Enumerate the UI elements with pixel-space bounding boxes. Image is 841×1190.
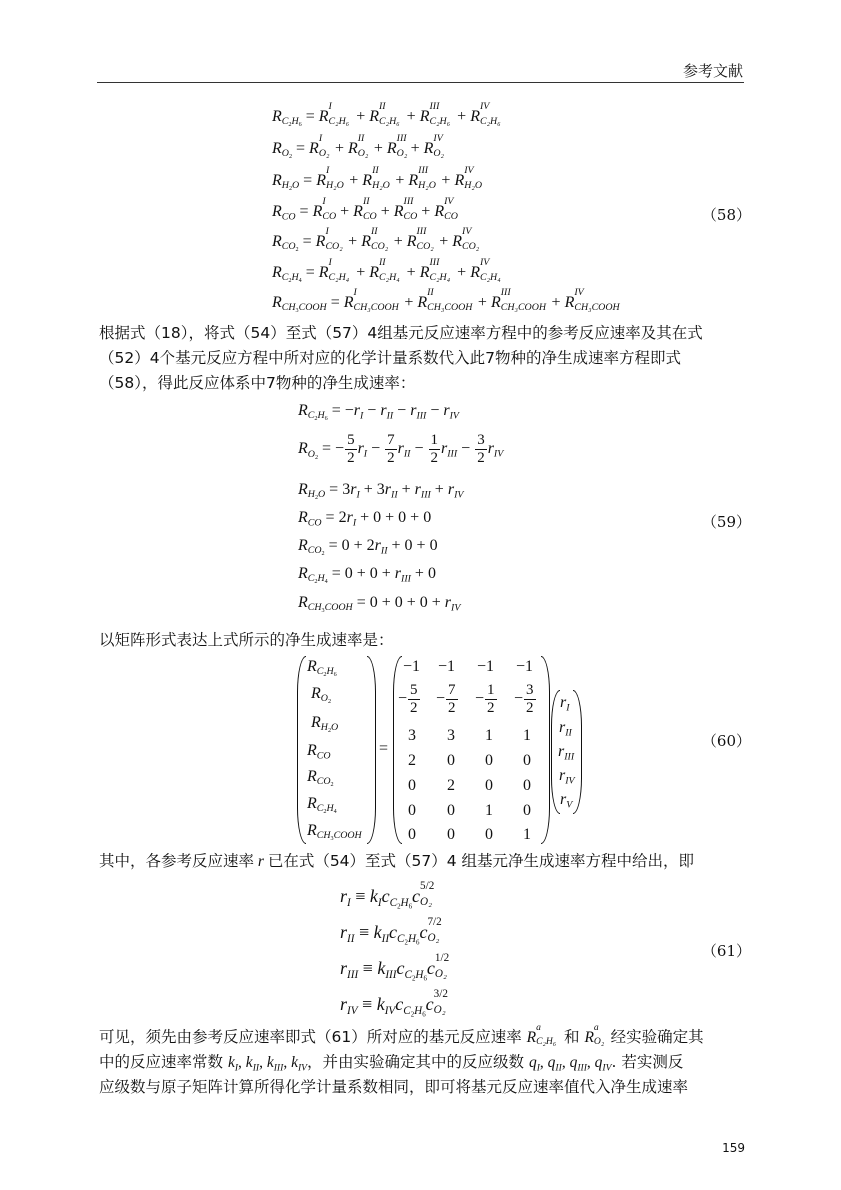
right-paren-matrix bbox=[541, 656, 550, 844]
matrix-cell: 1 bbox=[523, 826, 531, 843]
para4-line-3: 应级数与原子矩阵计算所得化学计量系数相同，即可将基元反应速率值代入净生成速率 bbox=[99, 1078, 689, 1096]
matrix-cell: 2 bbox=[408, 752, 416, 769]
eq58-row-c2h4: $R_{C_2H_4} = R$ I C₂H₄ + R II C₂H₄ + R III C₂H₄ + R IV C₂H₄ bbox=[272, 257, 501, 285]
eq59-row-c2h4: $R_{C_2H_4} = 0 + 0 + r_{III} + 0$ bbox=[298, 565, 436, 586]
eq61-row-iii: $r_{III} \equiv k_{III}c_{C_2H_6}c$ 1/2 O₂ bbox=[340, 952, 450, 983]
eq59-row-co2: $R_{CO_2} = 0 + 2r_{II} + 0 + 0$ bbox=[298, 537, 438, 558]
vec-r-o2: $R_{O_2}$ bbox=[311, 685, 332, 706]
eq58-row-co2: $R_{CO_2} = R$ I CO₂ + R II CO₂ + R III CO₂ + R IV CO₂ bbox=[272, 226, 480, 254]
page-number: 159 bbox=[722, 1141, 745, 1155]
right-paren-vector bbox=[367, 656, 376, 844]
matrix-cell: 0 bbox=[523, 752, 531, 769]
eq59-row-h2o: $R_{H_2O} = 3r_I + 3r_{II} + r_{III} + r_{IV}$ bbox=[298, 481, 464, 502]
matrix-cell: 1 bbox=[523, 727, 531, 744]
matrix-cell: 0 bbox=[408, 777, 416, 794]
paragraph-1 bbox=[99, 321, 749, 396]
paragraph-4: 可见，须先由参考反应速率即式（61）所对应的基元反应速率 R a C₂H₆ 和 R a O₂ 经实验确定其 中的反应速率常数 $k_I$, $k_{II}$, $k_{III}$, $k_{IV}$，并由实验确定其中的反应级数 $q_I$, $q_{II}$, $q_{III}$, $q_{IV}$. 若实测反 应级数与原子矩阵计算所得化学计量系数相同，即可将基元反应速率值代入净生成速率 bbox=[99, 1025, 749, 1100]
matrix-cell: −1 bbox=[403, 658, 421, 675]
vec-r-c2h6: $R_{C_2H_6}$ bbox=[307, 658, 337, 679]
eq61-row-iv: $r_{IV} \equiv k_{IV}c_{C_2H_6}c$ 3/2 O₂ bbox=[340, 988, 448, 1019]
vec-r-c2h4: $R_{C_2H_4}$ bbox=[307, 795, 337, 816]
matrix-cell: 1 bbox=[485, 802, 493, 819]
para4-l1b: 和 bbox=[564, 1028, 580, 1046]
para4-l1a: 可见，须先由参考反应速率即式（61）所对应的基元反应速率 bbox=[99, 1028, 522, 1046]
right-paren-rates bbox=[573, 690, 582, 814]
matrix-cell: 0 bbox=[523, 802, 531, 819]
rate-r-ii: $r_{II}$ bbox=[559, 719, 572, 739]
para3-start: 其中，各参考反应速率 bbox=[99, 852, 255, 870]
matrix-cell: −1 bbox=[438, 658, 456, 675]
para1-line-2: （52）4个基元反应方程中所对应的化学计量系数代入此7物种的净生成速率方程即式 bbox=[99, 349, 681, 367]
matrix-cell: 0 bbox=[447, 752, 455, 769]
para2-line: 以矩阵形式表达上式所示的净生成速率是： bbox=[99, 631, 394, 649]
matrix-cell-frac: − $\frac{1}{2}$ bbox=[475, 682, 495, 716]
vec-r-co2: $R_{CO_2}$ bbox=[307, 768, 334, 789]
matrix-cell-frac: − $\frac{3}{2}$ bbox=[514, 682, 534, 716]
para4-l2c: . 若实测反 bbox=[611, 1053, 684, 1071]
matrix-cell-frac: − $\frac{5}{2}$ bbox=[398, 682, 418, 716]
matrix-cell: −1 bbox=[516, 658, 534, 675]
para4-l2b: ，并由实验确定其中的反应级数 bbox=[307, 1053, 525, 1071]
matrix-cell: 0 bbox=[485, 777, 493, 794]
left-paren-vector bbox=[297, 656, 306, 844]
matrix-cell: 0 bbox=[523, 777, 531, 794]
eq59-number: （59） bbox=[701, 513, 751, 531]
para4-l1c: 经实验确定其 bbox=[610, 1028, 704, 1046]
vec-r-co: $R_{CO}$ bbox=[307, 742, 331, 762]
eq58-row-c2h6: $R_{C_2H_6} = R$ I C₂H₆ + R II C₂H₆ + R III C₂H₆ + R IV C₂H₆ bbox=[272, 101, 501, 129]
matrix-cell: 0 bbox=[447, 826, 455, 843]
eq61-row-i: $r_I \equiv k_Ic_{C_2H_6}c$ 5/2 O₂ bbox=[340, 880, 435, 911]
equals-sign: = bbox=[379, 740, 389, 757]
eq59-row-co: $R_{CO} = 2r_I + 0 + 0 + 0$ bbox=[298, 509, 432, 529]
eq59-row-c2h6: $R_{C_2H_6} = -r_I - r_{II} - r_{III} - r_{IV}$ bbox=[298, 402, 459, 423]
matrix-cell: 3 bbox=[408, 727, 416, 744]
paragraph-2 bbox=[99, 628, 749, 653]
para1-line-3: （58），得此反应体系中7物种的净生成速率： bbox=[99, 374, 416, 392]
matrix-cell-frac: − $\frac{7}{2}$ bbox=[436, 682, 456, 716]
paragraph-3: 其中，各参考反应速率 r 已在式（54）至式（57）4 组基元净生成速率方程中给出，即 bbox=[99, 852, 695, 870]
matrix-cell: 0 bbox=[485, 752, 493, 769]
eq58-row-ch3cooh: $R_{CH_3COOH} = R$ I CH₃COOH + R II CH₃COOH + R III CH₃COOH + R IV CH₃COOH bbox=[272, 287, 620, 315]
rate-r-i: $r_I$ bbox=[560, 694, 570, 714]
para1-line-1: 根据式（18），将式（54）至式（57）4组基元反应速率方程中的参考反应速率及其在式 bbox=[99, 324, 703, 342]
header-rule bbox=[97, 82, 744, 83]
eq61-number: （61） bbox=[701, 942, 751, 960]
para4-l2a: 中的反应速率常数 bbox=[99, 1053, 224, 1071]
matrix-cell: 1 bbox=[485, 727, 493, 744]
eq58-row-co: $R_{CO} = R$ I CO + R II CO + R III CO + R IV CO bbox=[272, 196, 458, 223]
equation-60 bbox=[297, 652, 597, 846]
vec-r-ch3cooh: $R_{CH_3COOH}$ bbox=[307, 822, 362, 843]
eq60-number: （60） bbox=[701, 732, 751, 750]
matrix-cell: 0 bbox=[408, 802, 416, 819]
eq61-row-ii: $r_{II} \equiv k_{II}c_{C_2H_6}c$ 7/2 O₂ bbox=[340, 916, 442, 947]
eq58-row-h2o: $R_{H_2O} = R$ I H₂O + R II H₂O + R III H₂O + R IV H₂O bbox=[272, 165, 482, 193]
matrix-cell: −1 bbox=[477, 658, 495, 675]
matrix-cell: 0 bbox=[408, 826, 416, 843]
rate-r-iii: $r_{III}$ bbox=[558, 743, 575, 763]
eq59-row-o2: $R_{O_2}$ = − $\frac{5}{2}$ $r_I$ − $\frac{7}{2}$ $r_{II}$ − $\frac{1}{2}$ $r_{III}$ − $\frac{3}{2}$ $r_{IV}$ bbox=[298, 432, 504, 466]
running-header: 参考文献 bbox=[682, 62, 743, 80]
eq58-number: （58） bbox=[701, 206, 751, 224]
eq58-row-o2: $R_{O_2} = R$ I O₂ + R II O₂ + R III O₂ + R IV O₂ bbox=[272, 133, 444, 161]
eq59-row-ch3cooh: $R_{CH_3COOH} = 0 + 0 + 0 + r_{IV}$ bbox=[298, 594, 461, 615]
matrix-cell: 0 bbox=[447, 802, 455, 819]
matrix-cell: 3 bbox=[447, 727, 455, 744]
para3-end: 已在式（54）至式（57）4 组基元净生成速率方程中给出，即 bbox=[267, 852, 695, 870]
rate-r-iv: $r_{IV}$ bbox=[559, 767, 575, 787]
rate-r-v: $r_V$ bbox=[560, 791, 573, 811]
matrix-cell: 0 bbox=[485, 826, 493, 843]
vec-r-h2o: $R_{H_2O}$ bbox=[311, 714, 339, 735]
matrix-cell: 2 bbox=[447, 777, 455, 794]
